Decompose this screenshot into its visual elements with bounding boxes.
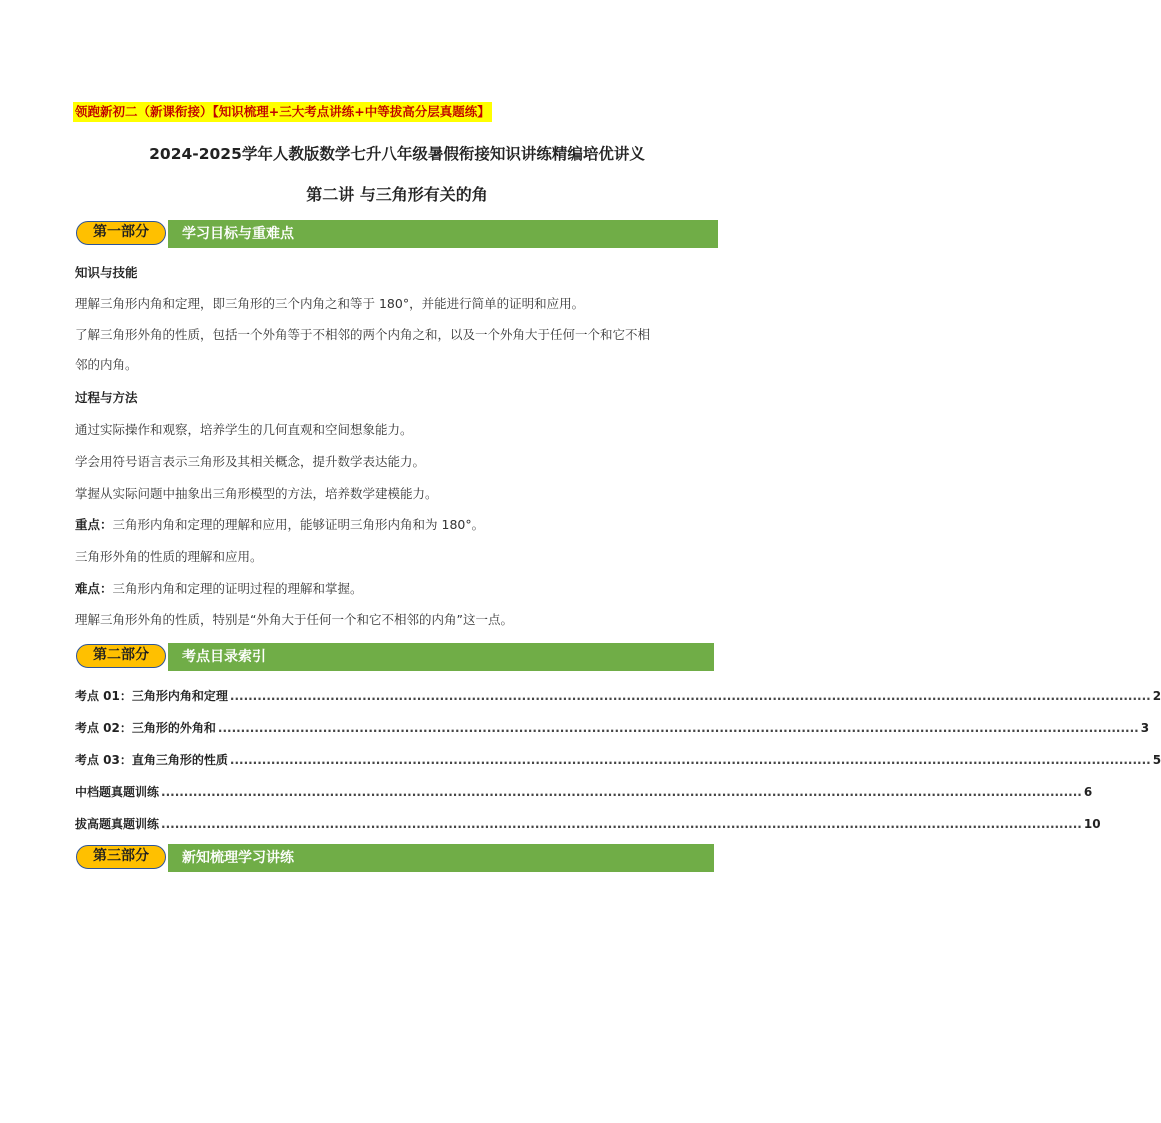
section-header-3: [76, 844, 714, 872]
document-title: 2024-2025学年人教版数学七升八年级暑假衔接知识讲练精编培优讲义: [149, 145, 645, 163]
section-header-1: [76, 220, 718, 248]
key-point: [75, 516, 725, 534]
toc-entry[interactable]: [75, 783, 1093, 801]
difficult-text: 三角形内角和定理的证明过程的理解和掌握。: [112, 581, 363, 596]
toc-page: 10: [1083, 817, 1101, 831]
section-tag: 第三部分: [76, 845, 166, 869]
paragraph: 掌握从实际问题中抽象出三角形模型的方法，培养数学建模能力。: [75, 486, 438, 501]
toc-entry[interactable]: [75, 751, 1161, 769]
toc-entry[interactable]: [75, 687, 1161, 705]
section-header-2: [76, 643, 714, 671]
toc-entry[interactable]: [75, 719, 1150, 737]
paragraph: 理解三角形内角和定理，即三角形的三个内角之和等于 180°，并能进行简单的证明和应用。: [75, 296, 585, 311]
toc-page: 6: [1083, 785, 1093, 799]
paragraph: 理解三角形外角的性质，特别是“外角大于任何一个和它不相邻的内角”这一点。: [75, 612, 513, 627]
toc-leader: ..........................................................................................................................................................................................................: [161, 817, 1082, 831]
difficult-label: 难点：: [75, 581, 113, 596]
toc-entry[interactable]: [75, 815, 1101, 833]
toc-label: 拔高题真题训练: [75, 817, 160, 831]
paragraph: 学会用符号语言表示三角形及其相关概念，提升数学表达能力。: [75, 454, 426, 469]
top-banner: 领跑新初二（新课衔接）【知识梳理+三大考点讲练+中等拔高分层真题练】: [73, 102, 492, 122]
toc-label: 考点 03：直角三角形的性质: [75, 753, 228, 767]
toc-leader: ..........................................................................................................................................................................................................: [229, 753, 1151, 767]
paragraph: 邻的内角。: [75, 357, 138, 372]
paragraph: 了解三角形外角的性质，包括一个外角等于不相邻的两个内角之和，以及一个外角大于任何一个和它不相: [75, 327, 651, 342]
heading-knowledge: 知识与技能: [75, 265, 138, 280]
section-tag: 第一部分: [76, 221, 166, 245]
key-text: 三角形内角和定理的理解和应用，能够证明三角形内角和为 180°。: [112, 517, 485, 532]
paragraph: 通过实际操作和观察，培养学生的几何直观和空间想象能力。: [75, 422, 413, 437]
toc-label: 考点 02：三角形的外角和: [75, 721, 216, 735]
section-tag: 第二部分: [76, 644, 166, 668]
toc-label: 考点 01：三角形内角和定理: [75, 689, 228, 703]
lesson-title: 第二讲 与三角形有关的角: [306, 185, 488, 204]
toc-label: 中档题真题训练: [75, 785, 160, 799]
difficult-point: [75, 580, 725, 598]
toc-leader: ..........................................................................................................................................................................................................: [229, 689, 1151, 703]
toc-leader: ..........................................................................................................................................................................................................: [217, 721, 1139, 735]
toc-leader: ..........................................................................................................................................................................................................: [161, 785, 1082, 799]
toc-page: 3: [1140, 721, 1150, 735]
section-title: 学习目标与重难点: [182, 226, 294, 242]
section-title: 新知梳理学习讲练: [182, 850, 294, 866]
toc-page: 2: [1152, 689, 1161, 703]
key-label: 重点：: [75, 517, 113, 532]
section-title: 考点目录索引: [182, 649, 266, 665]
heading-process: 过程与方法: [75, 390, 138, 405]
paragraph: 三角形外角的性质的理解和应用。: [75, 549, 263, 564]
toc-page: 5: [1152, 753, 1161, 767]
